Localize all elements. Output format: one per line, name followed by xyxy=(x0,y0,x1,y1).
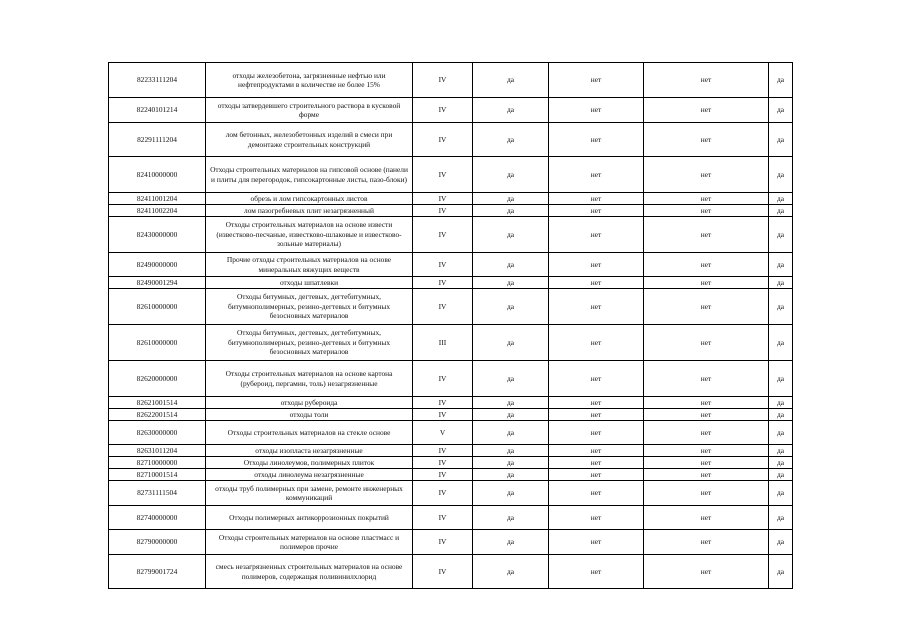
col-2-cell: нет xyxy=(549,457,644,469)
waste-name-cell: отходы изопласта незагрязненные xyxy=(206,445,413,457)
waste-code-cell: 82411001204 xyxy=(109,193,206,205)
table-row xyxy=(109,205,793,217)
waste-code-cell: 82240101214 xyxy=(109,98,206,123)
col-4-cell: да xyxy=(769,555,793,589)
table-row xyxy=(109,193,793,205)
waste-code-cell: 82790000000 xyxy=(109,530,206,555)
waste-name-cell: Отходы строительных материалов на гипсовой основе (панели и плиты для перегородок, гипсокартонные листы, пазо-блоки) xyxy=(206,157,413,193)
table-row xyxy=(109,63,793,98)
col-2-cell: нет xyxy=(549,530,644,555)
table-row xyxy=(109,217,793,253)
col-3-cell: нет xyxy=(644,506,769,530)
col-1-cell: да xyxy=(473,63,549,98)
col-3-cell: нет xyxy=(644,217,769,253)
col-4-cell: да xyxy=(769,98,793,123)
waste-classification-table xyxy=(108,62,793,589)
hazard-class-cell: IV xyxy=(413,217,473,253)
col-3-cell: нет xyxy=(644,457,769,469)
waste-code-cell: 82610000000 xyxy=(109,289,206,325)
col-3-cell: нет xyxy=(644,123,769,157)
waste-code-cell: 82411002204 xyxy=(109,205,206,217)
table-row xyxy=(109,289,793,325)
col-2-cell: нет xyxy=(549,445,644,457)
waste-name-cell: Отходы линолеумов, полимерных плиток xyxy=(206,457,413,469)
table-row xyxy=(109,445,793,457)
hazard-class-cell: IV xyxy=(413,397,473,409)
waste-name-cell: обрезь и лом гипсокартонных листов xyxy=(206,193,413,205)
col-4-cell: да xyxy=(769,63,793,98)
waste-name-cell: отходы рубероида xyxy=(206,397,413,409)
col-1-cell: да xyxy=(473,457,549,469)
hazard-class-cell: III xyxy=(413,325,473,361)
col-1-cell: да xyxy=(473,98,549,123)
col-2-cell: нет xyxy=(549,555,644,589)
waste-name-cell: смесь незагрязненных строительных материалов на основе полимеров, содержащая поливинилхлорид xyxy=(206,555,413,589)
col-3-cell: нет xyxy=(644,289,769,325)
table-row xyxy=(109,409,793,421)
col-4-cell: да xyxy=(769,325,793,361)
table-row xyxy=(109,277,793,289)
hazard-class-cell: IV xyxy=(413,409,473,421)
hazard-class-cell: IV xyxy=(413,506,473,530)
hazard-class-cell: IV xyxy=(413,289,473,325)
waste-code-cell: 82620000000 xyxy=(109,361,206,397)
waste-code-cell: 82740000000 xyxy=(109,506,206,530)
hazard-class-cell: IV xyxy=(413,469,473,481)
col-2-cell: нет xyxy=(549,123,644,157)
table-row xyxy=(109,157,793,193)
col-1-cell: да xyxy=(473,506,549,530)
waste-name-cell: Отходы строительных материалов на стекле основе xyxy=(206,421,413,445)
table-row xyxy=(109,555,793,589)
col-2-cell: нет xyxy=(549,409,644,421)
table-row xyxy=(109,457,793,469)
col-1-cell: да xyxy=(473,445,549,457)
waste-name-cell: Отходы битумных, дегтевых, дегтебитумных, битумнополимерных, резино-дегтевых и битумных безосновных материалов xyxy=(206,325,413,361)
col-4-cell: да xyxy=(769,205,793,217)
col-1-cell: да xyxy=(473,205,549,217)
col-3-cell: нет xyxy=(644,361,769,397)
col-2-cell: нет xyxy=(549,469,644,481)
col-2-cell: нет xyxy=(549,217,644,253)
col-1-cell: да xyxy=(473,157,549,193)
waste-code-cell: 82490001294 xyxy=(109,277,206,289)
col-1-cell: да xyxy=(473,217,549,253)
col-1-cell: да xyxy=(473,361,549,397)
col-1-cell: да xyxy=(473,289,549,325)
col-2-cell: нет xyxy=(549,277,644,289)
hazard-class-cell: IV xyxy=(413,157,473,193)
col-1-cell: да xyxy=(473,421,549,445)
hazard-class-cell: IV xyxy=(413,98,473,123)
col-2-cell: нет xyxy=(549,361,644,397)
col-3-cell: нет xyxy=(644,555,769,589)
waste-code-cell: 82610000000 xyxy=(109,325,206,361)
col-4-cell: да xyxy=(769,457,793,469)
hazard-class-cell: V xyxy=(413,421,473,445)
hazard-class-cell: IV xyxy=(413,445,473,457)
col-1-cell: да xyxy=(473,481,549,506)
col-1-cell: да xyxy=(473,253,549,277)
col-1-cell: да xyxy=(473,193,549,205)
table-row xyxy=(109,530,793,555)
col-1-cell: да xyxy=(473,277,549,289)
col-2-cell: нет xyxy=(549,397,644,409)
waste-name-cell: лом пазогребневых плит незагрязненный xyxy=(206,205,413,217)
table-row xyxy=(109,397,793,409)
table-row xyxy=(109,469,793,481)
hazard-class-cell: IV xyxy=(413,555,473,589)
table-row xyxy=(109,123,793,157)
table-row xyxy=(109,253,793,277)
hazard-class-cell: IV xyxy=(413,63,473,98)
col-4-cell: да xyxy=(769,421,793,445)
col-4-cell: да xyxy=(769,506,793,530)
col-3-cell: нет xyxy=(644,157,769,193)
col-2-cell: нет xyxy=(549,193,644,205)
col-2-cell: нет xyxy=(549,98,644,123)
hazard-class-cell: IV xyxy=(413,253,473,277)
col-4-cell: да xyxy=(769,253,793,277)
col-4-cell: да xyxy=(769,123,793,157)
col-3-cell: нет xyxy=(644,409,769,421)
col-2-cell: нет xyxy=(549,157,644,193)
waste-name-cell: Отходы строительных материалов на основе пластмасс и полимеров прочие xyxy=(206,530,413,555)
waste-name-cell: отходы линолеума незагрязненные xyxy=(206,469,413,481)
hazard-class-cell: IV xyxy=(413,457,473,469)
table-row xyxy=(109,325,793,361)
waste-name-cell: отходы железобетона, загрязненные нефтью или нефтепродуктами в количестве не более 15% xyxy=(206,63,413,98)
waste-name-cell: Отходы полимерных антикоррозионных покрытий xyxy=(206,506,413,530)
waste-name-cell: отходы затвердевшего строительного раствора в кусковой форме xyxy=(206,98,413,123)
col-3-cell: нет xyxy=(644,421,769,445)
waste-name-cell: лом бетонных, железобетонных изделий в смеси при демонтаже строительных конструкций xyxy=(206,123,413,157)
waste-code-cell: 82731111504 xyxy=(109,481,206,506)
waste-code-cell: 82622001514 xyxy=(109,409,206,421)
col-2-cell: нет xyxy=(549,253,644,277)
col-2-cell: нет xyxy=(549,63,644,98)
col-1-cell: да xyxy=(473,397,549,409)
col-4-cell: да xyxy=(769,217,793,253)
col-1-cell: да xyxy=(473,555,549,589)
table-row xyxy=(109,506,793,530)
table-row xyxy=(109,98,793,123)
col-4-cell: да xyxy=(769,469,793,481)
hazard-class-cell: IV xyxy=(413,123,473,157)
col-3-cell: нет xyxy=(644,325,769,361)
col-3-cell: нет xyxy=(644,469,769,481)
col-2-cell: нет xyxy=(549,481,644,506)
col-3-cell: нет xyxy=(644,397,769,409)
col-2-cell: нет xyxy=(549,205,644,217)
col-2-cell: нет xyxy=(549,506,644,530)
hazard-class-cell: IV xyxy=(413,361,473,397)
col-3-cell: нет xyxy=(644,205,769,217)
col-1-cell: да xyxy=(473,409,549,421)
waste-code-cell: 82490000000 xyxy=(109,253,206,277)
waste-code-cell: 82630000000 xyxy=(109,421,206,445)
waste-code-cell: 82710001514 xyxy=(109,469,206,481)
hazard-class-cell: IV xyxy=(413,530,473,555)
hazard-class-cell: IV xyxy=(413,193,473,205)
waste-name-cell: Отходы строительных материалов на основе извести (известково-песчаные, известково-шлаковые и известково-зольные материалы) xyxy=(206,217,413,253)
col-3-cell: нет xyxy=(644,98,769,123)
hazard-class-cell: IV xyxy=(413,481,473,506)
waste-name-cell: отходы труб полимерных при замене, ремонте инженерных коммуникаций xyxy=(206,481,413,506)
waste-name-cell: отходы толи xyxy=(206,409,413,421)
col-4-cell: да xyxy=(769,409,793,421)
col-4-cell: да xyxy=(769,530,793,555)
waste-name-cell: Отходы строительных материалов на основе картона (рубероид, пергамин, толь) незагрязненные xyxy=(206,361,413,397)
hazard-class-cell: IV xyxy=(413,205,473,217)
col-2-cell: нет xyxy=(549,289,644,325)
col-1-cell: да xyxy=(473,325,549,361)
col-4-cell: да xyxy=(769,289,793,325)
col-1-cell: да xyxy=(473,469,549,481)
col-4-cell: да xyxy=(769,361,793,397)
col-3-cell: нет xyxy=(644,63,769,98)
waste-name-cell: Прочие отходы строительных материалов на основе минеральных вяжущих веществ xyxy=(206,253,413,277)
col-4-cell: да xyxy=(769,397,793,409)
table-body xyxy=(109,63,793,589)
col-3-cell: нет xyxy=(644,481,769,506)
col-3-cell: нет xyxy=(644,253,769,277)
col-1-cell: да xyxy=(473,123,549,157)
waste-code-cell: 82799001724 xyxy=(109,555,206,589)
col-1-cell: да xyxy=(473,530,549,555)
waste-name-cell: отходы шпатлевки xyxy=(206,277,413,289)
waste-code-cell: 82410000000 xyxy=(109,157,206,193)
table-row xyxy=(109,481,793,506)
waste-code-cell: 82621001514 xyxy=(109,397,206,409)
col-2-cell: нет xyxy=(549,421,644,445)
waste-code-cell: 82710000000 xyxy=(109,457,206,469)
table-row xyxy=(109,421,793,445)
col-3-cell: нет xyxy=(644,193,769,205)
waste-code-cell: 82631011204 xyxy=(109,445,206,457)
waste-code-cell: 82430000000 xyxy=(109,217,206,253)
table-row xyxy=(109,361,793,397)
col-4-cell: да xyxy=(769,481,793,506)
col-4-cell: да xyxy=(769,445,793,457)
waste-code-cell: 82291111204 xyxy=(109,123,206,157)
col-3-cell: нет xyxy=(644,277,769,289)
hazard-class-cell: IV xyxy=(413,277,473,289)
col-4-cell: да xyxy=(769,157,793,193)
col-2-cell: нет xyxy=(549,325,644,361)
col-3-cell: нет xyxy=(644,530,769,555)
col-4-cell: да xyxy=(769,277,793,289)
col-3-cell: нет xyxy=(644,445,769,457)
waste-name-cell: Отходы битумных, дегтевых, дегтебитумных, битумнополимерных, резино-дегтевых и битумных безосновных материалов xyxy=(206,289,413,325)
col-4-cell: да xyxy=(769,193,793,205)
waste-code-cell: 82233111204 xyxy=(109,63,206,98)
